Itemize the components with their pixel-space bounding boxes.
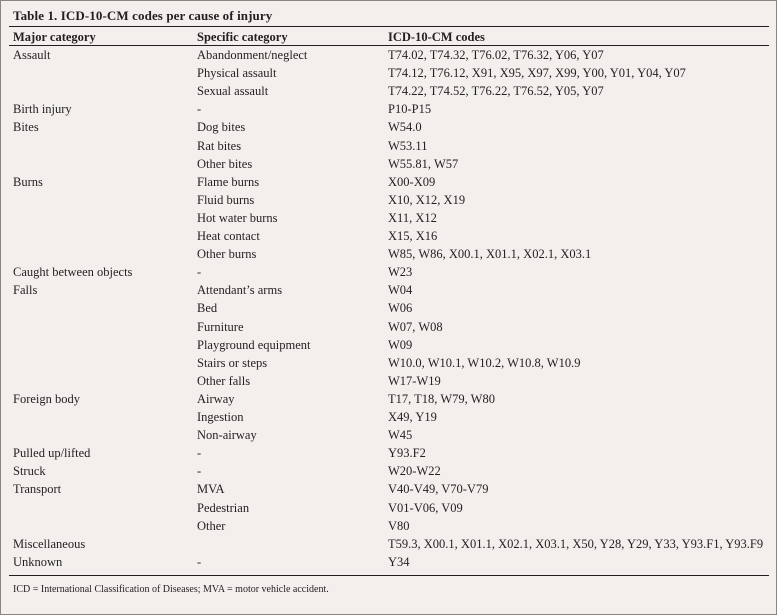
major-category-cell: Foreign body <box>13 391 81 406</box>
specific-category-cell: Other falls <box>197 373 251 388</box>
major-category-cell: Unknown <box>13 554 63 569</box>
table-row <box>1 444 777 462</box>
major-category-cell: Bites <box>13 120 39 135</box>
icd-codes-cell: W53.11 <box>388 138 428 153</box>
table-row <box>1 263 777 281</box>
icd-codes-cell: X49, Y19 <box>388 410 437 424</box>
icd-codes-cell: X10, X12, X19 <box>388 192 466 207</box>
specific-category-cell: Other bites <box>197 156 253 171</box>
icd-codes-cell: X00-X09 <box>388 174 436 189</box>
table-row <box>1 191 777 209</box>
table-footnote: ICD = International Classification of Diseases; MVA = motor vehicle accident. <box>13 584 329 595</box>
table-row <box>1 354 777 372</box>
specific-category-cell: - <box>197 265 202 280</box>
specific-category-cell: Bed <box>197 301 218 316</box>
table-row <box>1 173 777 191</box>
table-row <box>1 209 777 227</box>
icd-codes-cell: X15, X16 <box>388 229 438 243</box>
table-row <box>1 408 777 426</box>
table-row <box>1 118 777 136</box>
icd-codes-cell: W23 <box>388 265 413 280</box>
specific-category-cell: Pedestrian <box>197 500 250 515</box>
header-icd-codes: ICD-10-CM codes <box>388 30 485 44</box>
table-row <box>1 281 777 299</box>
specific-category-cell: Hot water burns <box>197 210 278 225</box>
major-category-cell: Assault <box>13 48 51 62</box>
table-row <box>1 82 777 100</box>
icd-codes-cell: W06 <box>388 301 413 316</box>
icd-codes-cell: V01-V06, V09 <box>388 500 463 515</box>
table-row <box>1 517 777 535</box>
specific-category-cell: Heat contact <box>197 229 260 243</box>
top-rule <box>9 26 769 27</box>
table-row <box>1 462 777 480</box>
specific-category-cell: Other burns <box>197 247 257 262</box>
header-major-category: Major category <box>13 30 96 44</box>
table-row <box>1 155 777 173</box>
specific-category-cell: - <box>197 102 202 117</box>
specific-category-cell: Abandonment/neglect <box>197 48 308 62</box>
table-caption: Table 1. ICD-10-CM codes per cause of injury <box>13 8 273 23</box>
specific-category-cell: - <box>197 464 202 479</box>
table-row <box>1 46 777 64</box>
icd-codes-cell: V40-V49, V70-V79 <box>388 482 489 497</box>
icd-codes-cell: T74.02, T74.32, T76.02, T76.32, Y06, Y07 <box>388 48 604 62</box>
icd-codes-cell: W09 <box>388 337 413 352</box>
icd-codes-cell: X11, X12 <box>388 210 437 225</box>
table-row <box>1 426 777 444</box>
major-category-cell: Struck <box>13 464 46 479</box>
specific-category-cell: MVA <box>197 482 225 497</box>
table-row <box>1 390 777 408</box>
icd-codes-cell: P10-P15 <box>388 102 432 117</box>
table-row <box>1 480 777 498</box>
specific-category-cell: Physical assault <box>197 66 277 81</box>
icd-codes-cell: W45 <box>388 428 413 443</box>
specific-category-cell: Sexual assault <box>197 84 269 99</box>
major-category-cell: Transport <box>13 482 62 497</box>
table-row <box>1 535 777 553</box>
specific-category-cell: Fluid burns <box>197 192 255 207</box>
bottom-rule <box>9 575 769 576</box>
specific-category-cell: Other <box>197 518 226 533</box>
specific-category-cell: Playground equipment <box>197 337 311 352</box>
specific-category-cell: Dog bites <box>197 120 246 135</box>
icd-codes-cell: T59.3, X00.1, X01.1, X02.1, X03.1, X50, Y28, Y29, Y33, Y93.F1, Y93.F9 <box>388 536 764 551</box>
table-row <box>1 299 777 317</box>
icd-codes-cell: Y34 <box>388 554 410 569</box>
header-specific-category: Specific category <box>197 30 288 44</box>
specific-category-cell: Non-airway <box>197 428 257 443</box>
table-row <box>1 245 777 263</box>
icd-codes-cell: W55.81, W57 <box>388 156 459 171</box>
specific-category-cell: Attendant’s arms <box>197 283 283 298</box>
icd-codes-cell: W17-W19 <box>388 373 441 388</box>
table-row <box>1 553 777 571</box>
major-category-cell: Pulled up/lifted <box>13 446 91 461</box>
icd-codes-cell: T74.12, T76.12, X91, X95, X97, X99, Y00, Y01, Y04, Y07 <box>388 66 686 81</box>
major-category-cell: Caught between objects <box>13 265 133 280</box>
specific-category-cell: Rat bites <box>197 138 242 153</box>
specific-category-cell: Ingestion <box>197 410 244 424</box>
table-row <box>1 336 777 354</box>
table-row <box>1 499 777 517</box>
major-category-cell: Miscellaneous <box>13 536 86 551</box>
icd-codes-cell: W04 <box>388 283 413 298</box>
icd-codes-cell: V80 <box>388 518 410 533</box>
icd-codes-cell: W07, W08 <box>388 319 443 334</box>
icd-codes-cell: W20-W22 <box>388 464 441 479</box>
specific-category-cell: Airway <box>197 391 235 406</box>
table-row <box>1 100 777 118</box>
specific-category-cell: Furniture <box>197 319 244 334</box>
table-row <box>1 227 777 245</box>
major-category-cell: Birth injury <box>13 102 72 117</box>
specific-category-cell: Stairs or steps <box>197 355 268 370</box>
icd-codes-cell: T17, T18, W79, W80 <box>388 391 495 406</box>
icd-codes-cell: T74.22, T74.52, T76.22, T76.52, Y05, Y07 <box>388 84 604 99</box>
table-row <box>1 64 777 82</box>
icd-codes-cell: W10.0, W10.1, W10.2, W10.8, W10.9 <box>388 355 581 370</box>
table-row <box>1 318 777 336</box>
specific-category-cell: - <box>197 446 202 461</box>
specific-category-cell: - <box>197 554 202 569</box>
table-row <box>1 137 777 155</box>
major-category-cell: Burns <box>13 174 43 189</box>
specific-category-cell: Flame burns <box>197 174 260 189</box>
icd-codes-cell: Y93.F2 <box>388 446 426 461</box>
icd-codes-cell: W85, W86, X00.1, X01.1, X02.1, X03.1 <box>388 247 592 262</box>
icd-codes-cell: W54.0 <box>388 120 422 135</box>
table-row <box>1 372 777 390</box>
major-category-cell: Falls <box>13 283 38 298</box>
